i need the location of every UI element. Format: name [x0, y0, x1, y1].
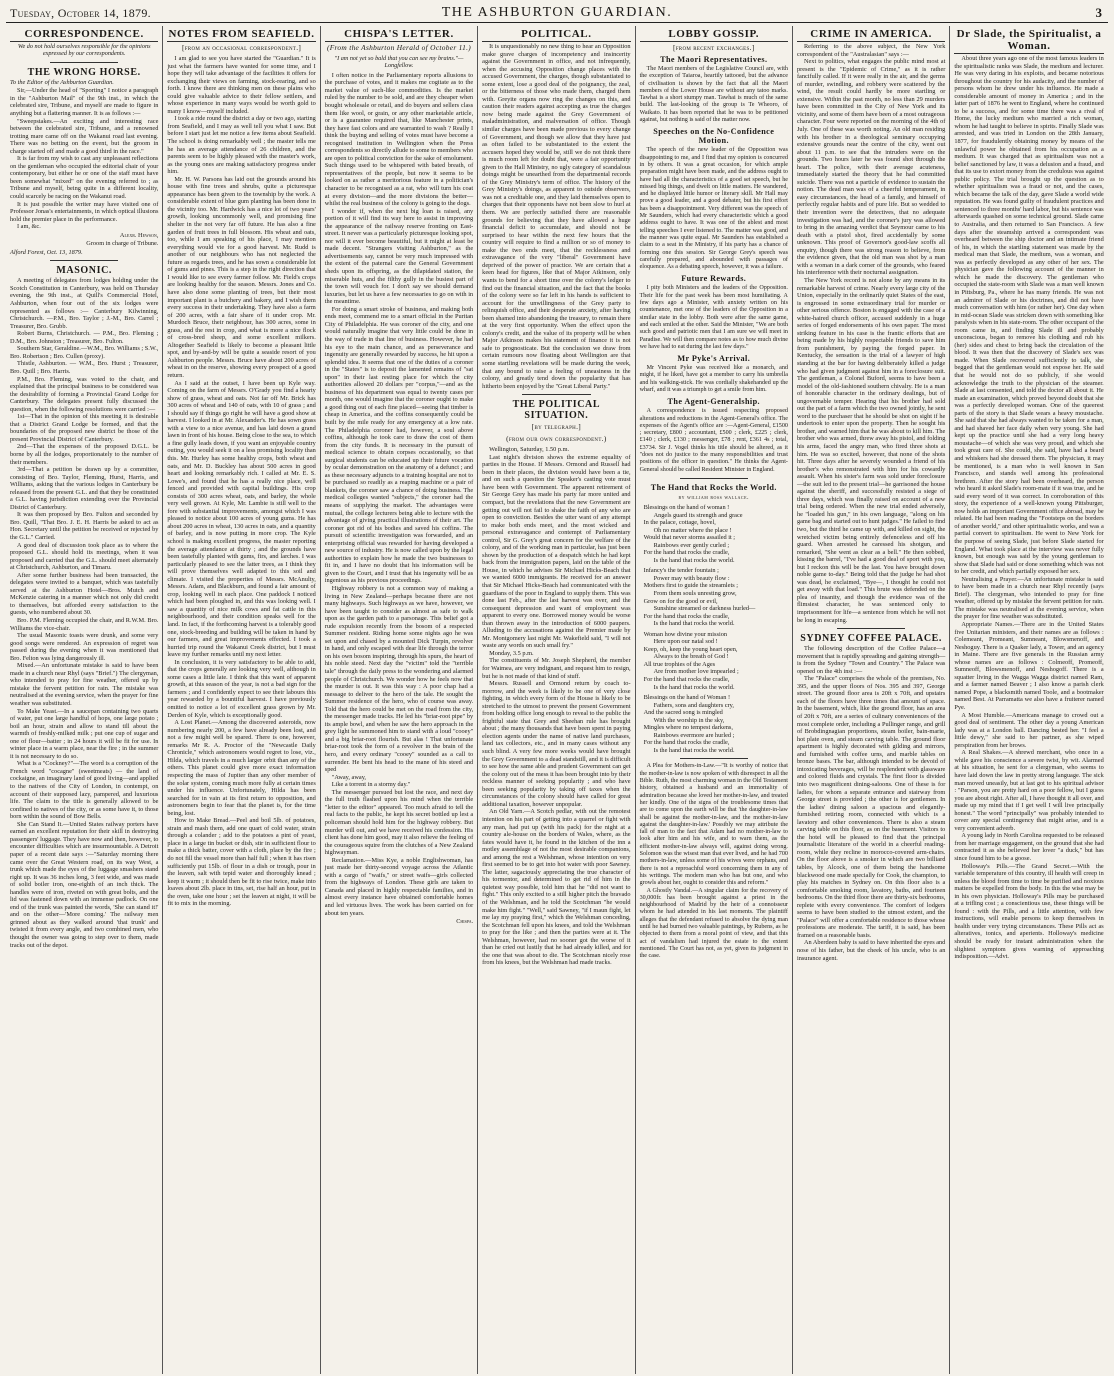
article-body: [797, 645, 945, 962]
poem-line: Is the hand that rocks the world.: [653, 683, 735, 691]
poem-line: Power may with beauty flow :: [653, 574, 730, 582]
section-heading-crime-america: CRIME IN AMERICA.: [797, 28, 945, 42]
paragraph: Robert Burns, Christchurch. — P.M., Bro. Fleming ; D.M., Bro. Johnston ; Treasurer, Bro. Fulton.: [10, 330, 159, 345]
article-body: [167, 55, 315, 908]
item-heading: The Agent-Generalship.: [667, 397, 760, 407]
article-body: [640, 66, 788, 124]
poem-line: In the palace, cottage, hovel,: [643, 519, 716, 527]
column-3: [321, 26, 478, 1374]
item-heading: Speeches on the No-Confidence Motion.: [653, 127, 775, 146]
issue-date: Tuesday, October 14, 1879.: [10, 6, 151, 20]
poem-line: Oh no matter where the place !: [653, 526, 732, 534]
poem-line: Is the hand that rocks the world.: [653, 746, 735, 754]
section-heading-seafield: NOTES FROM SEAFIELD.: [168, 28, 315, 40]
paragraph: Holloway's Pills.—The Grand Secret.—With the variable temperature of this country, ill health will creep in unless the blood from time to time be purified and noxious matters be expelled from the body. In this the wise may be in his own physician. Holloway's Pills may be purchased at a trifling cost ; a conscientious use, these things will be found : with the Pills, and a little attention, with few instructions, will enable persons to keep themselves in health under very trying circumstances. These Pills act as alteratives, tonics, and aperients. Holloway's medicine should be ready for instant administration when the slightest symptom gives warning of approaching indisposition.—Advt.: [954, 862, 1104, 961]
divider: [680, 478, 748, 479]
poem-stanza: [640, 504, 788, 564]
paragraph: A correspondence is issued respecting proposed alterations and reductions in the Agent-General's office. The expenses of the Agent's office are :—Agent-General, £1500 ; secretary, £800 ; accountant, £500 ; clerk, £225 ; clerk, £140 ; clerk, £130 ; messenger, £78 ; rent, £361 4s ; total, £3734. Sir J. Vogel thinks his title should be altered, as it "does not do justice to the many responsibilities and trust positions of the officer in question." He thinks the Agent-General should be called Resident Minister in England.: [639, 408, 788, 473]
article-body: [954, 55, 1103, 961]
paragraph: Neutralising a Prayer.—An unfortunate mistake is said to have been made in a church near Rhyl recently (says Brief). The clergyman, who intended to pray for fine weather, offered up by mistake the fervent petition for rain. The mistake was neutralised at the evening service, when the prayer for fine weather was substituted.: [954, 575, 1104, 621]
paragraph: In conclusion, it is very satisfactory to be able to add, that the crops generally are looking very well, although in some cases a little late. I think that this want of apparent growth, at this season of the year, is not a bad sign for the farmers ; and I confidently expect to see their labours this year rewarded by a bountiful harvest. I have previously omitted to notice a lot of excellent grass grown by Mr. Derden of Kyle, which is exceptionally good.: [167, 658, 316, 719]
paragraph: Like a torrent in a stormy day.": [331, 781, 411, 789]
poem-stanza: [640, 694, 788, 754]
article-body: [797, 43, 945, 624]
paragraph: The messenger pursued but lost the race, and next day the full truth flashed upon his mind when the terrible "letter to the editor" appeared. Too much afraid to tell the real facts to the public, he kept his secret bottled up lest a policeman should hold him for the highway robbery. But murder will out, and we have received his confession. His client has done him good, may it also relieve the feeling of the courageous squire from the clutches of a New Zealand highwayman.: [324, 788, 474, 857]
poem-line: Mothers first to guide the streamlets ;: [643, 582, 738, 590]
poem-line: Angels guard its strength and grace: [653, 511, 743, 519]
poem-line: All true trophies of the Ages: [643, 660, 716, 668]
column-6: [793, 26, 950, 1374]
paragraph: Last night's division shows the extreme equality of parties in the House. If Messrs. Ormond and Russell had been in their places, the division would have been a tie, and on such a question the Speaker's casting vote must have been with Government. The apparent retirement of Sir George Grey has made his party far more united and compact, but the revelations that the new Government are getting out will not fail to shake the faith of any who are open to conviction. Besides the utter want of any attempt to make both ends meet, and the most wicked and personal extravagance and contempt of Parliamentary control, Sir G. Grey's great concern for the welfare of the colony, and of the working man in particular, has just been shown by the production of a despatch which he had kept back from the immigration papers, laid on the table of the House, in which he advises Sir Michael Hicks-Beach that we wanted 6000 immigrants. He received for an answer that Sir Michael Hicks-Beach had communicated with the guardians of the poor in England to supply them. This was done last Feb., after the last harvest was over, and the consequent depression and want of employment was apparent to every one. Borrowed money would be worse than thrown away in the introduction of 6000 paupers. Alluding to the accusations against the Premier made by Mr. Montgomery last night Mr. Wakefield said, "I will not waste any words on such small fry.": [482, 453, 631, 650]
poem-line: Mingles where no tempest darkens,: [643, 724, 733, 732]
poem-line: Is the hand that rocks the world.: [653, 556, 735, 564]
paragraph: The constituents of Mr. Joseph Shepherd, the member for Waimea, are very indignant, and request him to resign, but he is not made of that kind of stuff.: [482, 657, 631, 680]
paragraph: Messrs. Russell and Ormond return by coach to-morrow, and the week is likely to be one of very close fighting, in which every form of the House is likely to be stretched to the utmost to prevent the present Government from holding office long enough to reveal to the public the frightful state that Grey and Sheehan rule has brought about ; the many thousands that have been spent in paying election agents under the name of native land purchases, land tax collectors, etc., and in many cases without any such blind. A very few more weeks would have brought the Grey Government to a dead standstill, and it is difficult to see how the same able and prudent Government can get the colony out of the mess it has been brought into by their reckless manner of seeking popularity ; and who have been seeking popularity by taking off taxes when the circumstances of the colony should have called for great additional taxation, however unpopular.: [482, 680, 631, 808]
poem-line: Infancy's the tender fountain ;: [643, 567, 719, 575]
article-body: [640, 763, 788, 960]
paragraph: Southern Star, Geraldine.—W.M., Bro. Williams ; S.W., Bro. Robertson ; Bro. Cullen (proxy).: [10, 345, 159, 360]
paragraph: It is far from my wish to cast any unpleasant reflections on the gentleman who occupied the editorial chair of your contemporary, but either he or one of the staff must have been somewhat "mixed" on the evening referred to ; as Tribune and myself, being quite in a different locality, could scarcely be racing on the Wakanui road.: [10, 155, 159, 201]
paragraph: Highway robbery is not a common way of making a living in New Zealand—perhaps because there are not many highways. Such highways as we have, however, we have been taught to consider as almost as safe to walk upon as the garden path to a parsonage. This belief got a rude expulsion recently from the bosom of a respected Summer resident. Riding home some nights ago he was set upon and chased by a mounted Dick Turpin, revolver in hand, and only escaped with dear life through the terror on his own bosom inspiring, through his spurs, the heart of his noble steed. Next day the "victim" told the "terrible tale" through the daily press to the wondering and alarmed people of Christchurch. We wonder how he feels now that the murder is out. It was this way : A poor chap had a message to deliver to the hero of the tale. He sought the Summer residence of the hero, who of course was away. Told that the hero could be met on the road from the city, the messenger made tracks. He led his "briar-root pipe" by its ample bowl, and when he saw the hero approach in the grey light he summoned him to stand with a loud "cooey" and a big briar-root flourish. But alas ! That unfortunate briar-root took the form of a revolver in the brain of the hero, and every ordinary "cooey" sounded as a call to surrender. He bent his head to the mane of his steed and sped: [324, 585, 474, 774]
article-body: [640, 285, 788, 351]
section-subheading: [by telegraph.]: [531, 422, 581, 432]
paragraph: Sir,—Under the head of "Sporting" I notice a paragraph in the "Ashburton Mail" of the 9th inst., in which the celebrated sire, Tribune, and myself are made to figure in anything but a flattering manner. It is as follows :—: [10, 87, 159, 117]
section-heading-dr-slade: Dr Slade, the Spiritualist, a Woman.: [954, 28, 1103, 54]
paragraph: An Old Yarn.—A Scotch pedlar, with out the remotest intention on his part of getting into a quarrel or fight with any man, had put up (with his pack) for the night at a country ale-house on the borders of Wales, where, as the fates would have it, he found in the kitchen of the inn a motley assemblage of not the most desirable companions, and among the rest a Welshman, whose intention on very first seemed to be to get into hot water with poor Sawney. The latter, sagaciously appreciating the true character of his tormentor, and determined to get rid of him in the quietest way possible, told him that he "did not want to fight." This only excited to a still higher pitch the bravado of the Welshman, and he told the Scotchman "he would make him fight." "Well," said Sawney, "if I maun fight, let me lay my praying first," which the Welshman conceding, the Scotchman fell upon his knees, and told the Welshman to pray for the like ; and then the parties were at it. The Welshman, however, had no sooner got the worse of it than he cried out lustily that he had already killed, and for the one that was about to die. The Scotchman nicely rose from his knees, but the Welshman had made tracks.: [482, 808, 631, 967]
paragraph: Bro. P.M. Fleming occupied the chair, and R.W.M. Bro. Williams the vice-chair.: [10, 617, 159, 632]
epigraph: "I am not yet so bald that you can see my brains."—Longfellow.: [334, 55, 464, 70]
poem-line: Blessings on the hand of Woman !: [643, 694, 731, 702]
paragraph: I am glad to see you have started the "Guardian." It is just what the farmers have wanted for some time, and I hope they will take advantage of the facilities it offers for exchanging their views on farming, stock-rearing, and so forth. I know there are thinking men on these plains who could give valuable advice to their fellow settlers, and whose experience in many ways would be worth gold to many I know—myself included.: [167, 55, 316, 115]
paragraph: The speech of the new leader of the Opposition was disappointing to me, and I find that my opinion is concurred in by others. It was a great occasion, for which ample preparation might have been made, and the address ought to have had all the characteristics of a good set speech, but he missed big things, and dwelt on little matters. He wandered, and he displayed little humor or literary skill. Mr Hall may prove a good leader, and a good debater, but his first effort has been a disappointment. Very different was the speech of Mr Saunders, which had every characteristic which a good address ought to have. It was one of the ablest and most telling speeches I ever listened to. The matter was good, and the manner was quite equal. Mr Saunders has established a claim to a seat in the Ministry, if his party has a chance of forming one this session. Sir George Grey's speech was carefully prepared, and abounded with passages of eloquence. As a debating speech, however, it was a failure.: [639, 147, 788, 271]
paragraph: Monday, 3.5 p.m.: [489, 649, 534, 657]
poem-line: And the sacred song is mingled: [643, 709, 723, 717]
article-body: [482, 43, 630, 390]
paragraph: Wellington, Saturday, 1.50 p.m.: [489, 446, 570, 454]
poem-title: The Hand that Rocks the World.: [650, 482, 777, 492]
poem-line: For the hand that rocks the cradle,: [643, 675, 730, 683]
paragraph: P.M., Bro. Fleming, was voted to the chair, and explained that the principal business to be considered was the desirability of forming a Provincial Grand Lodge for Canterbury. The delegates present fully discussed the question, when the following resolutions were carried :—: [10, 375, 159, 413]
paragraph: The usual Masonic toasts were drunk, and some very good songs were rendered. An expression of regret was passed during the evening when it was mentioned that Bro. Felton was lying dangerously ill.: [10, 632, 159, 662]
paragraph: Mixed.—An unfortunate mistake is said to have been made in a church near Rhyl (says "Brief.") The clergyman, who intended to pray for fine weather, offered up by mistake the fervent petition for rain. The mistake was neutralised at the evening service, when the prayer for fine weather was substituted.: [10, 662, 159, 708]
paragraph: To Make Yeast.—In a saucepan containing two quarts of water, put one large handful of hops, one large potato ; boil an hour, strain and allow to stand till about the warmth of freshly-milked milk ; put one cup of sugar and one of flour—batter ; in 24 hours it will be fit for use. In winter place in a warm place, near the fire ; in the summer it is not necessary to do so.: [10, 707, 159, 760]
paragraph: I took a ride round the district a day or two ago, starting from Seafield, and I may as well tell you what I saw. But before I start just let me notice a few items about Seafield. The school is doing remarkably well ; the master tells me he has an average attendance of 26 children, and the parents seem to be highly pleased with the master's work, as the young ones are making satisfactory progress under him.: [167, 115, 316, 176]
poem-line: Rainbows ever gently curled ;: [653, 541, 730, 549]
paragraph: I often notice in the Parliamentary reports allusions to the purchase of votes, and it makes me cogitate as to the market value of such-like commodities. Is the market ruled by the number to be sold, and are they cheaper when bought wholesale or retail, and do buyers and sellers class them like wool, or grain, or any other marketable article, or is a guarantee required that, like Manchester prints, they have fast colors and are warranted to wash ? Really I think the buying and selling of votes must have become a recognised institution in Wellington when the Press correspondents so directly allude to some to members who are open to political conviction for the sake of emolument. Such things used to be whispered with bated breath, of representatives of the people, but now it seems to be looked on as rather a meritorious feature in a politician's character to be recognised as a rat, who will turn his coat at every division—and the more divisions the better—whilst the real business of the colony is going to the dogs.: [324, 71, 474, 208]
section-subheading: (from our own correspondent.): [506, 434, 607, 444]
item-heading: Future Rewards.: [681, 274, 747, 284]
article-body: [10, 87, 158, 230]
paragraph: Next to politics, what engages the public mind most at present is the "Epidemic of Crime," as it is rather fancifully called. If it were really in the air, and the germs of murder, swindling, and robbery were scattered by the wind, the result could hardly be more startling or extensive. Within the past month, no less than 29 murders have been committed in the City of New York and its vicinity, and some of them have been of a most outrageous character. Four were reported on the morning of the 4th of July. One of these was worth noting. An old man residing with his brother in a theological seminary occupying extensive grounds near the centre of the city, went out about 11 p.m. to see that the intruders were on the grounds. Two hours later he was found shot through the heart. The police, with their average acuteness, immediately started the theory that he had committed suicide. There was not a particle of evidence to sustain the notion. The dead man was of a cheerful temperament, in easy circumstances, the head of a family, and himself of perfectly regular habits and of pure life. But so wedded to their invention were the detectives, that no adequate investigation was had, and the coroner's jury was allowed to bring in the amazing verdict that Seymour came to his death with a pistol shot, fired accidentally by some unknown. This proof of Governor's good-law scoffs all enquiry, though there was strong reason to believe, from the evidence given, that the old man was shot by a man with a woman in a dark corner of the grounds, who feared his interference with their nocturnal assignation.: [796, 58, 946, 277]
section-heading-chispa: CHISPA'S LETTER.: [325, 28, 473, 42]
paragraph: A Real Shakes.—A shrewd merchant, who once in a while gave his conscience a severe twist, by wit. Alarmed at his situation, he sent for a clergyman, who seems to have laid down the law in pretty strong language. The sick man moved uneasily, but at last got to his spiritual advisor : "Parson, you are pretty hard on a poor fellow, but I guess you are about right. After all, I have thought it all over, and made up my mind that if I get well I will live principally honest." The word "principally" was probably intended to cover any special contingency that might arise, and is a very convenient adverb.: [954, 749, 1104, 832]
article-heading-masonic: MASONIC.: [56, 265, 113, 277]
paragraph: The Maori members of the Legislative Council are, with the exception of Taiaroa, heartily tattooed, but the advance of civilisation is shown by the fact that all the Maori members of the Lower House are without any tatoo marks. Tawhai is a short stumpy man. Tawhai is much of the same build. The last-looking of the group is Te Wheoro, of Waikato. It has been reported that he was to be petitioned against, but nothing is said of the matter now.: [639, 66, 788, 124]
paragraph: It is just possible the writer may have visited one of Professor Jonas's entertainments, in which optical illusions hold the premier place in the performance.: [10, 200, 159, 223]
paragraph: As I said at the outset, I have been up Kyle way. Coming on the farm of Messrs. O'Grady you find a hearty show of grass, wheat and oats. Not far off Mr. Brick has 300 acres of wheat and 140 of oats, with 10 of grass ; and I should say if things go right he will have a good show at harvest. I looked in at Mr. Alexander's. He has sown grass with a view to a nice avenue, and has laid down a grand lawn in front of his house. Being close to the sea, to which a fine gully leads down, if you want an enjoyable country outing, you would seek it on a less promising locality than this. Mr. Hurley has some healthy crops, both wheat and oats, and Mr. D. Buckley has about 500 acres in good heart and looking remarkably rich. I called at Mr. E. S. Lowe's, and found that he has a really nice place, well fenced and provided with capital buildings. His crop consists of 300 acres wheat, oats, and barley, the whole very well grown. At Kyle, Mr. Lambie is still well to the fore with substantial improvements, amongst which I was pleased to notice about 100 acres of young gums. He has about 200 acres in wheat, 130 acres in oats, and a quantity of barley, and is now putting in more crop. The Kyle school is making excellent progress, the master reporting the average attendance at thirty ; and the grounds have been tastefully planted with gums, firs, and larches. I was particularly pleased to see the latter trees, as I think they will prove themselves well adapted to this soil and climate. I visited the properties of Messrs. McAnulty, Messrs. Adam, and Blackburn, and found a fair amount of crop, looking well in each place. One paddock I noticed which had been ploughed in, and this was looking well. I saw a quantity of nice milk cows and fat cattle in this neighbourhood, and their condition speaks well for the land. In fact, if the forthcoming harvest is a tolerably good one, stock-breeding and building will be taken in hand by our farmers, and great improvements effected. I took a hurried trip round the Wakanui Creek district, but I must leave my further remarks until my next letter.: [167, 379, 316, 659]
poem-line: Is the hand that rocks the world.: [653, 620, 735, 628]
paragraph: A Plea for Mothers-in-Law.—"It is worthy of notice that the mother-in-law is now spoken of with disrespect in all the Bible. Ruth, the most charming woman in the Old Testament history, obtained a husband and an immortality of admiration because she loved her mother-in-law, and treated her kindly. One of the signs of the troublesome times that are to come upon the earth will be that 'the daughter-in-law shall be against the mother-in-law, and the mother-in-law against the daughter-in-law.' Possibly we may attribute the fall of man to the fact that Adam had no mother-in-law to look after him and his wife, and to warn them, as the efficient mother-in-law always will, against doing wrong. Solomon was the wisest man that ever lived, and he had 700 mothers-in-law, unless some of his wives were orphans, and there is not a reproachful word concerning them in any of his writings. The modern man who has but one, and who growls about her, ought to consider this and reform.": [639, 763, 788, 887]
divider: [522, 394, 590, 395]
paragraph: Reclamation.—Miss Kye, a noble Englishwoman, has just made her thirty-second voyage across the Atlantic with a cargo of "waifs," or street waifs—girls collected from the highways of London. These girls are taken to Canada and placed in highly respectable families, and in almost every instance have obtained comfortable homes and led virtuous lives. The work has been carried on for about ten years.: [324, 856, 474, 917]
paragraph: "Away, away,: [331, 773, 367, 781]
letter-salutation: To the Editor of the Ashburton Guardian.: [10, 78, 114, 86]
poem-line: From them souls unresting grow,: [653, 589, 737, 597]
column-4: [478, 26, 635, 1374]
poem-line: For the hand that rocks the cradle,: [643, 549, 730, 557]
poem-line: Here upon our natal sod !: [653, 638, 718, 646]
paragraph: What is a "Cockney?"—The word is a corruption of the French word "cocagne" (sweetmeats) — the land of cockaigne, an imaginary land of good living—and applied to the natives of the City of London, in contempt, on account of their supposed lazy, pampered, and luxurious life. The claim to the title is generally allowed to be confined to natives of the city, or as some have it, to those born within the sound of Bow Bells.: [10, 760, 159, 821]
page-number: 3: [1095, 5, 1102, 20]
column-1: [6, 26, 163, 1374]
poem-line: With the worship in the sky,: [653, 716, 725, 724]
paragraph: A Ghostly Vandal.—A singular claim for the recovery of 30,000fr. has been brought against a priest in the neighbourhood of Madrid by the heir of a connoisseur whom he had attended in his last moments. The plaintiff alleges that the defendant refused to absolve the dying man until he had burned two valuable paintings, by Rubens, as he objected to them from a moral point of view, and that this act of vandalism had injured the estate to the extent mentioned. The Court has not, as yet, given its judgment in the case.: [639, 887, 788, 960]
column-container: [6, 26, 1108, 1374]
poem-line: Are from mother love impearled ;: [653, 668, 739, 676]
article-body: [640, 147, 788, 271]
paragraph: A good deal of discussion took place as to where the proposed G.L. should hold its meetings, when it was proposed and carried that the G.L. should meet alternately at Christchurch, Ashburton, and Timaru.: [10, 541, 159, 572]
paragraph: About three years ago one of the most famous leaders in the spiritualistic ranks was Slade, the medium and lecturer. He was very daring in his exploits, and became notorious throughout the country for his audacity, and the number of persons whom he drew under his influence. He made a considerable amount of money in America ; and in the latter part of 1876 he went to England, where he continued to be a success, and for some time there was a rival of Home, the lucky medium who married a rich woman, whom he had taught to believe in spirits. Finally Slade was arrested, and was tried in London on the 28th January, 1877, for fraudulently obtaining money by means of the unlawful power he obtained from his occupation as a medium. It was charged that as spiritualism was not a belief sanctioned by law, it was a delusion and a fraud, and that its use to extort money from the credulous was against public policy. The trial brought up the question as to whether spiritualism was a fraud or not, and the cases, which became the talk of the day, gave Slade a world wide reputation. He was found guilty of fraudulent practices and sentenced to three months' hard labor, but his sentence was afterwards quashed on some technical ground. Slade came to Australia, and then returned to San Francisco. A few days after the steamship arrived a correspondent was overheard between the ship doctor and an intimate friend of his, in which the startling statement was made by the medical man that Slade, the medium, was a woman, and was as perfectly developed as any other of her sex. The physician gave the following account of the manner in which he made the discovery. The gentleman who occupied the state-room with Slade was a man well known in Pittsburg, Pa., where he has many friends. He was not an admirer of Slade or his doctrines, and did not have much conversation with him (or rather her). One day when in mid-ocean Slade was stricken down with something like paralysis when in his state-room. The other occupant of the room came in, and finding Slade ill and probably unconscious, began to remove his clothing and rub his (her) sides and chest to bring back the circulation of the blood. It was then that the discovery of Slade's sex was made. When Slade recovered sufficiently to talk, she begged that the gentleman would not expose her. He said that he would not do so publicly, if she would acknowledge the truth to the physician of the steamer. Slade at last consented, and told the doctor all about it. He made an examination, which proved beyond doubt that she was a perfectly developed woman. One of the queerest parts of the story is that Slade wears a heavy moustache. She said that she had always wanted to be taken for a man, and had shaved her face daily when very young. She had kept up the practice until she had a very long heavy moustache—of which she was very proud, and which she took great care of. She could, she said, have had a beard and whiskers had she dressed them. The physician, it may be mentioned, is a man who is well known in San Francisco, and stands well among his professional brethren. After the story had been overheard, the person who heard it asked Slade's room-mate if it was true, and he said every word of it was correct. In corroboration of this story, the experience of a well-known young Pittsburger, now holds an important Government office abroad, may be related. He had been reading the "Footsteps on the borders of another world," and other spiritualistic works, and was a partial convert to spiritualism. He went to New York for the purpose of seeing Slade, just before Slade started for England. What took place at the interview was never fully known, but enough was said by the young gentleman to show that Slade had said or done something which was not to her credit, and which partially exposed her sex.: [954, 55, 1104, 576]
divider: [680, 758, 748, 759]
paragraph: 1st—That in the opinion of this meeting it is desirable that a District Grand Lodge be formed, and that the boundaries of the proposed new district be those of the present Provincial District of Canterbury.: [10, 413, 159, 443]
poem-line: Grow on for the good or evil,: [643, 597, 718, 605]
poem-line: Always to the breath of God !: [653, 653, 729, 661]
column-5: [636, 26, 793, 1374]
letter-signature-title: Groom in charge of Tribune.: [86, 240, 159, 248]
masthead: [6, 4, 1108, 23]
paragraph: 3rd—That a petition be drawn up by a committee, consisting of Bro. Taylor, Fleming, Hurst, Harris, and Williams, asking that the various lodges in Canterbury be released from the present G.L. and that they be constituted a G.L. having jurisdiction extending over the Provincial District of Canterbury.: [10, 466, 159, 511]
section-heading-lobby-gossip: LOBBY GOSSIP.: [640, 28, 788, 42]
poem-author: by william ross wallace.: [678, 493, 750, 501]
paragraph: Referring to the above subject, the New York correspondent of the "Australasian" says :—: [796, 43, 946, 58]
letter-dateline: Alford Forest, Oct. 13, 1879.: [10, 248, 83, 256]
paragraph: The "Palace" comprises the whole of the premises, No. 395, and the upper floors of Nos. 395 and 397, George street. The ground floor area is 20ft x 70ft, and upstairs each of the floors have three times that amount of space. In the basement, which, like the ground floor, has an area of 20ft x 70ft, are a series of culinary conveniences of the most complete order, including a Pullinger range, and grill of Brobdingnagian proportions, steam boiler, bain-marie, hot plate oven, and steam carving table. The ground floor apartment is highly decorated with gilding and mirrors, and furnished with coffee urns, and marble tables on bronze bases. The bar, although intended to be devoid of intoxicating beverages, will be resplendent with glassware and colored fluids and crystals. The first floor is divided into two magnificent dining-saloons. One of these is for ladies, for whom a separate entrance and stairway from George street is provided ; the other is for gentlemen. In the ladies' dining saloon a spacious and elegantly-furnished retiring room, connected with which is a lavatory and other conveniences. There is also a steam carving table on this floor, as on the basement. Visitors to the hotel will be pleased to find that the principal journalistic literature of the world in a cheerful reading-room, while they recline in morocco-covered arm-chairs. On the floor above is a smoker in which are two billiard tables, by Alcock, one of them being the handsome blackwood one made specially for Cook, the champion, to play his matches in Sydney on. On this floor also is a comfortable smoking room, lavatory, baths, and fourteen bedrooms. On the third floor there are thirty-six bedrooms, replete with every convenience. The comfort of lodgers seems to have been studied to the utmost extent, and the "Palace" will offer a comfortable residence to those whose professions are moderate. The tariff, it is said, has been framed on a reasonable basis.: [796, 675, 946, 939]
paragraph: A young lady in North Carolina requested to be released from her marriage engagement, on the ground that she had contracted it as she believed her lover "a duck," but has since found him to be a goose.: [954, 832, 1104, 862]
section-heading-political: POLITICAL.: [482, 28, 630, 42]
paragraph: Mr. H. W. Parsons has laid out the grounds around his house with fine trees and shrubs, quite a picturesque appearance has been given to the township by the work. A considerable extent of blue gum planting has been done in the vicinity too. Mr. Hardwick has a nice lot of two years' growth, looking uncommonly well, and promising fine shelter in the not very far off future. He has also a fine garden of fruit trees in full blossom. His wheat and oats, too, while I am speaking of his place, I may mention everything would vie for a good harvest. Mr. Rudd is another of our neighbours who has not neglected the future as regards trees, and he has sown a considerable lot of gums and pines. This is a step in the right direction that I would like to see every farmer follow. Mr. Field's crops are looking healthy for the season. Messrs. Jones and Co. have also done some planting of trees, but their most important plant is a butchery and bakery, and I wish them every success in their undertaking. They have also a farm of 200 acres, with a fair share of it under crop. Mr. Murdoch Bruce, their neighbour, has 300 acres, some in grass, and the rest in crop, and what is more a nice flock of cross-bred sheep, and some excellent milkers. Altogether Seafield is likely to become a pleasant little spot, and by-and-by will be quite a seaside resort of you Ashburton people. Messrs. Bruce have about 200 acres of wheat in on the reserve, showing every prospect of a good return.: [167, 175, 316, 379]
article-heading-wrong-horse: THE WRONG HORSE.: [27, 66, 141, 78]
article-body: [482, 446, 630, 967]
paragraph: After some further business had been transacted, the delegates were invited to a banquet, which was tastefully served at the Ashburton Hotel—Bros. Mutch and McKenzie catering in a manner which not only did credit to themselves, but afforded every satisfaction to the guests, who numbered about 30.: [10, 571, 159, 617]
paragraph: Mr Vincent Pyke was received like a monarch, and might, if he liked, have got a member to carry his umbrella and his walking-stick. He was cordially shakehanded up the wharf, and it was a triumph to get a smile from him.: [639, 365, 788, 393]
paragraph: "Sweepstakes.—An exciting and interesting race between the celebrated sire, Tribune, and a renowned trotting mare came off on the Wakanui road last evening. There was no betting on the event, but the groom in charge started off and made a good third in the race.": [10, 117, 159, 155]
poem-line: Woman how divine your mission: [643, 630, 728, 638]
paragraph: I pity both Ministers and the leaders of the Opposition. Their life for the past week has been most humiliating. A few days ago a Minister, with anxiety written on his countenance, met one of the leaders of the Opposition in a similar state in the lobby. Both were after the same game, and each smiled at the other. Said the Minister, "We are both such good and patriotic men that I am sure we will meet in Paradise. We will then compare notes as to how much divine we have had to eat during the last few days.": [639, 285, 788, 350]
poem-line: Fathers, sons and daughters cry,: [653, 701, 734, 709]
paragraph: Thistle, Ashburton. — W.M., Bro. Hurst ; Treasurer, Bro. Quill ; Bro. Harris.: [10, 360, 159, 375]
divider: [50, 260, 118, 261]
divider: [837, 628, 905, 629]
paragraph: The following description of the Coffee Palace—a movement that is rapidly spreading and gaining strength—is from the Sydney "Town and Country." The Palace was opened on the 4th inst :—: [796, 645, 946, 675]
divider: [50, 62, 118, 63]
newspaper-title: THE ASHBURTON GUARDIAN.: [441, 5, 673, 20]
poem-body: [640, 504, 788, 755]
paragraph: The New York record is not alone by any means in its remarkable harvest of crime. Nearly every large city of the Union, especially in the ordinarily quiet States of the east, is engrossed in some extraordinary trial for murder or other serious offence. Boston is engaged with the case of a white-haired church officer, accused suddenly in a huge series of forged endorsements of his own paper. The most striking feature in his case is the frantic efforts that are being made by his highly respectable friends to save him from punishment, by paying the forged paper. In Kentucky, the sensation is the trial of a lawyer of high standing at the bar for having deliberately killed a judge who had given judgment against him in a foreclosure suit. The gentleman, a Colonel Buford, seems to have been a model of the old-fashioned southern chivalry. He is a man of honorable character in the ordinary dealings, but of ungovernable temper. Hearing that his brother had sold out the part of a farm which the two owned jointly, he sent word to the purchaser that he should be shot on sight if he undertook to enter upon the property. Then he sought his brother, and warned him that he was about to kill him. The brother who was armed, threw away his pistol, and folding his arms, faced the angry man, who fired three shots at him. He was so excited, however, that none of the shots hit. Three days after he severely wounded a friend of his brother's who remonstrated with him for his cowardly assault. When his sister's farm was sold under foreclosure—the suit led to the present trial—he garrisoned the house against the sheriff, and successfully resisted a siege of three days, which was finally raised on account of a new trial being ordered. When the new trial ended adversely, he "loaded his gun," in his own language, "along on his game bag and started out to hunt judges." He failed to find two, but the third he came up with, and killed on sight, the wretched victim being entirely defenceless and off his guard. When arrested he caressed his shotgun, and remarked, "She went as clear as a bell." He then sobbed, kissing the barrel, "I've had a good deal of sport with you, but I reckon this will be the last. You have brought down noble game to-day." Being told that the judge he had shot was dead, he exclaimed, "Bye—, I thought he could not get away with that load." This brute was defended on the plea of insanity, and though the evidence was of the flimsiest character, he was sentenced only to imprisonment for life—a sentence from which he will not be long in escaping.: [796, 276, 946, 624]
paragraph: A Lost Planet.—Among the discovered asteroids, now numbering nearly 200, a few have already been lost, and not a few might well be spared. There is one, however, remarks Mr R. A. Proctor of the "Newcastle Daily Chronicle," which astronomers would regret to lose, viz., Hilda, which travels in a much larger orbit than any of the others. This planet could give more exact information respecting the mass of Jupiter than any other member of the solar system, coming much more fully at certain times under his influence. Unfortunately, Hilda has been searched for in vain at its first return to opposition, and astronomers begin to fear that the planet is, for the time being, lost.: [167, 719, 316, 817]
section-heading-correspondence: CORRESPONDENCE.: [10, 28, 158, 42]
poem-stanza: [640, 631, 788, 691]
article-body: [640, 408, 788, 474]
item-heading: The Maori Representatives.: [660, 55, 768, 64]
paragraph: An Aberdeen baby is said to have inherited the eyes and nose of his father, but the cheek of his uncle, who is an insurance agent.: [796, 939, 946, 962]
paragraph: How to Make Bread.—Peel and boil 5lb. of potatoes, strain and mash them, add one quart of cold water, strain through a colander ; add to the potatoes a pint of yeast, place in a large tin bucket or dish, stir in sufficient flour to make a thick batter, cover with a cloth, place by the fire ; do not fill the vessel more than half full ; when it has risen sufficiently put 15lb. of flour in a dish or trough, pour in the leaven, salt with tepid water and thoroughly knead ; keep it warm ; it should then be fit to rise twice, make into loaves about 2lb. place in tins, set, rise half an hour, put in the oven, take one hour ; set the leaven at night, it will be fit to mix in the morning.: [167, 817, 316, 908]
section-subheading: [from an occasional correspondent.]: [181, 43, 302, 52]
poem-line: Would that never storms assailed it ;: [643, 534, 736, 542]
paragraph: Appropriate Names.—There are in the United States five Unitarian ministers, and their names are as follows : Colemeant, Promeant, Sumneant, Blowsmenoff, and Neshoguy. There is a Quaker lady, a Tower, and an agency in Maine. There are five generals in the Russian army whose names are as follows : Colmeoff, Promeoff, Sumneoff, Blowsmenoff, and Neshogoff. There is a squatter living in the Wagga Wagga district named Ram, and a farmer named Beaver ; I also know a parish clerk named Pope, a blacksmith named Toole, and a bootmaker named Best. At Parramatta we also have a fruiterer named Pye.: [954, 621, 1104, 712]
column-2: [163, 26, 320, 1374]
article-body: [325, 72, 473, 917]
paragraph: She Can Stand It.—United States railway porters have earned an excellent reputation for their skill in destroying passengers' luggage. They have now and then, however, to encounter difficulties which are insurmountable. A Detroit paper of a recent date says :—"Saturday morning there came over the Great Western road, on its way West, a trunk which made the eyes of the luggage smashers stand right up. It was 36 inches long, 3 feet wide, and was made of solid boiler iron, one-eighth of an inch thick. The handles were of iron, riveted on with great bolts, and the lid was fastened down with an immense padlock. On one end of the trunk was painted the words, 'She can stand it!' and on the other—'More coming.' The railway men grinned about as they walked around 'that trunk' and twisted it from every angle, and two combined men, who thought the owner was going to step over to them, made tracks out of the depot.: [10, 820, 159, 949]
poem-line: For the hand that rocks the cradle,: [643, 739, 730, 747]
poem-line: Sunshine streamed or darkness hurled—: [653, 605, 756, 613]
poem-stanza: [640, 567, 788, 627]
poem-line: For the hand that rocks the cradle,: [643, 612, 730, 620]
column-7: [950, 26, 1107, 1374]
section-heading-political-situation: THE POLITICAL SITUATION.: [512, 399, 601, 422]
paragraph: I am, &c.: [17, 223, 41, 231]
letter-signature: Alexr. Hewson,: [119, 231, 159, 239]
paragraph: A meeting of delegates from lodges holding under the Scotch Constitution in Canterbury, was held on Thursday evening, the 9th inst., at Quill's Commercial Hotel, Ashburton, when four out of the six lodges were represented as follows :— Canterbury Kilwinning, Christchurch. —P.M., Bro. Taylor ; J.-M., Bro. Carrel ; Treasurer, Bro. Grubb.: [10, 277, 159, 330]
article-body: [10, 277, 158, 949]
section-subheading: (From the Ashburton Herald of October 11.): [326, 43, 471, 52]
article-body: [640, 365, 788, 394]
poem-line: Keep, oh, keep the young heart open,: [643, 645, 738, 653]
paragraph: It was then proposed by Bro. Fulton and seconded by Bro. Quill, "That Bro. J. E. H. Harris be asked to act as Hon. Secretary until the petition be received or rejected by the G.L." Carried.: [10, 511, 159, 541]
paragraph: 2nd—That the expenses of the proposed D.G.L. be borne by all the lodges, proportionately to the number of their members.: [10, 443, 159, 466]
item-heading: Mr Pyke's Arrival.: [677, 354, 751, 364]
correspondence-disclaimer: We do not hold ourselves responsible for the opinions expressed by our correspondents.: [17, 43, 151, 58]
poem-line: Blessings on the hand of woman !: [643, 503, 730, 511]
paragraph: For doing a smart stroke of business, and making both ends meet, commend me to a smart official in the Puritan City of Philadelphia. He was coroner of the city, and one would naturally imagine that very little could be done in the way of trade in that line of business. However, he had his eye to the main chance, and as perseverance and ingenuity are generally rewarded by success, he hit upon a splendid idea. It seems that one of the duties of a coroner in the "States" is to deposit the lamented remains of "sat upon" in their last resting place for which the city authorities allowed 20 dollars per "corpus,"—and as the business of his department was equal to twenty cases per month, one would imagine that the coroner ought to make a good thing out of each fine placed—seeing that timber is cheap in America, and the coffins consequently could be built by the mile ready for any emergency at a low rate. The Philadelphia coroner had, however, a soul above coffins, although he took care to draw the cost of them from the city funds. It is necessary in the pursuit of medical science to obtain corpses occasionally, so that surgical students can be educated up their future vocation by ocular demonstration on the anatomy of a defunct ; and as these necessary adjuncts to a training hospital are not to be purchased so readily as a reaping machine or a pair of blankets, the coroner saw a chance of doing business. The medical colleges wanted "subjects," the coroner had the means of supplying the market. The advantages were mutual, the college lecturers being able to lecture with the advantage of giving practical illustrations of their art. The coroner got rid of his bodies and saved his coffins. The pursuit of scientific investigation was forwarded, and an enterprising official was rewarded for having developed a new source of industry. He is now called upon by the legal authorities to explain how he made the two businesses to fit in, and I have no doubt that his information will be given to the Court, and I trust that his ingenuity will be as ingenious as his previous proceedings.: [324, 305, 474, 585]
poem-line: Rainbows evermore are hurled ;: [653, 731, 735, 739]
paragraph: It is unquestionably no new thing to hear an Opposition make grave charges of incompetency and insincerity against the Government in office, and not infrequently, when the accusing Opposition change places with the accused Government, the charges, though substantiated to some extent, lose a good deal of the poignancy, the zeal, or the bitterness of those who made them, charged them with. Greyite organs now ring the changes on this, and caution their readers against accepting as true the charges now being made against the Grey Government of maladministration, and malversation of office. Though similar charges have been made previous to every change of Government, and though we allow that they have just as often failed to be substantiated to the extent the accusers hoped they would be, still we do not think there is much room left for doubt that, were a fair opportunity given to the Hall Ministry, no ugly category of scandalous doings might be unearthed from the departmental records of the Grey Ministry's term of office. The history of the Grey Ministry's doings, as apparent to outside observers, was not a creditable one, and they laid themselves open to charges that their opponents have not been slow to hurl at them. We are perfectly satisfied there are reasonable grounds for believing that they have allowed a huge financial deficit to accumulate, and should not be surprised to hear within the next few hours that the country will require to find a million or so of money to make the two ends meet, that the recklessness and extravagance of the very "liberal" Government have deprived of the power of practice. We are certain that a keen head for figures, like that of Major Atkinson, only wants to bend for a short time over the colony's ledger to find out the financial situation, and the fact that the books of the colony were so far left in his hands is sufficient to account for the unwillingness of the Grey party to relinquish office, and their desperate anxiety, after having been shamed into abandoning the treasury, to remain there at the very first opportunity. When the effect upon the colony's credit, and the value of its property will be when Major Atkinson makes his statement of finance it is not safe to prognosticate. But the conclusion we draw from certain rumours now floating about Wellington are that some startling revelations will be made during the week, that any bound to raise a feeling of uneasiness in the colony, and greatly tend down the popularity that has hitherto been enjoyed by the "Great Liberal Party.": [482, 43, 631, 390]
section-heading-coffee-palace: SYDNEY COFFEE PALACE.: [800, 633, 943, 645]
paragraph: A Most Humble.—Americans manage to crowd out a good deal of sentiment. The other day a young American lady was at a London ball. Dancing bested her. "I feel a little dewy," she said to her partner, as she wiped perspiration from her brows.: [954, 711, 1104, 749]
section-subheading: [from recent exchanges.]: [672, 43, 755, 52]
author-signature: Chispa.: [456, 918, 474, 926]
paragraph: I wonder if, when the next big loan is raised, any portion of it will find its way here to assist in improving the appearance of the railway reserve fronting on East-street. It never was a particularly picturesque looking spot, nor will it ever become beautiful, but it might at least be made decent. "Strangers visiting Ashburton," as the advertisements say, cannot be very much impressed with the extent of the paternal care the General Government sheds upon its offspring, as the dilapidated station, the miserable huts, and the filthy gully in the busiest part of the town will vouch for. I don't say we should demand luxuries, but let us have a few necessaries to go on with in the meantime.: [324, 207, 474, 306]
